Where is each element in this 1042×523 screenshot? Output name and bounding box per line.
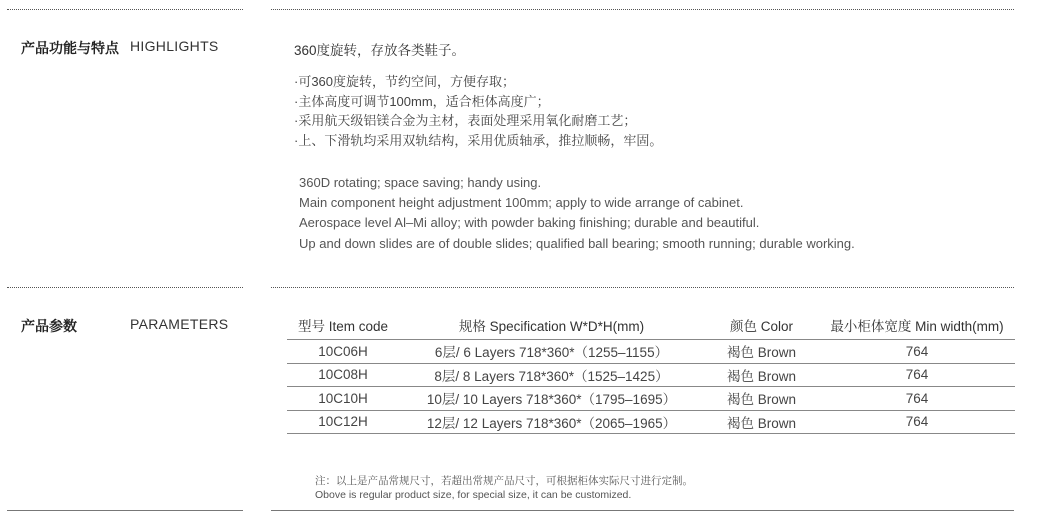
column-header-specification: 规格 Specification W*D*H(mm): [458, 319, 645, 334]
cell-color: 褐色 Brown: [704, 363, 819, 387]
cell-item-code: 10C08H: [287, 363, 399, 387]
cell-item-code: 10C10H: [287, 387, 399, 411]
top-left-divider: [7, 9, 243, 10]
cell-specification: 6层/ 6 Layers 718*360*（1255–1155）: [399, 340, 704, 364]
note-cn: 注：以上是产品常规尺寸，若超出常规产品尺寸，可根据柜体实际尺寸进行定制。: [315, 475, 693, 487]
bullet-item: ·采用航天级铝镁合金为主材，表面处理采用氧化耐磨工艺；: [294, 113, 637, 128]
cell-item-code: 10C12H: [287, 410, 399, 434]
cell-min-width: 764: [819, 340, 1015, 364]
cell-specification: 8层/ 8 Layers 718*360*（1525–1425）: [399, 363, 704, 387]
column-header-color: 颜色 Color: [729, 319, 793, 334]
table-row: [287, 363, 1015, 387]
table-row: [287, 387, 1015, 411]
highlights-label-en: HIGHLIGHTS: [130, 38, 219, 54]
middle-right-divider: [271, 287, 1014, 288]
table-header-row: [287, 311, 1015, 340]
cell-min-width: 764: [819, 410, 1015, 434]
top-right-divider: [271, 9, 1014, 10]
highlights-headline: 360度旋转，存放各类鞋子。: [294, 43, 466, 58]
parameters-label-cn: 产品参数: [21, 318, 77, 334]
bullet-item: ·可360度旋转，节约空间，方便存取；: [294, 74, 516, 89]
cell-min-width: 764: [819, 387, 1015, 411]
cell-color: 褐色 Brown: [704, 410, 819, 434]
column-header-item-code: 型号 Item code: [297, 319, 389, 334]
highlights-bullets-cn: [294, 72, 662, 150]
note-en: Obove is regular product size, for special size, it can be customized.: [315, 489, 632, 501]
size-note: [315, 474, 693, 502]
highlights-lines-en: [299, 173, 855, 254]
cell-item-code: 10C06H: [287, 340, 399, 364]
english-line: 360D rotating; space saving; handy using.: [299, 175, 542, 190]
bullet-item: ·上、下滑轨均采用双轨结构，采用优质轴承，推拉顺畅，牢固。: [294, 132, 663, 148]
bottom-left-divider: [7, 510, 243, 511]
bullet-item: ·主体高度可调节100mm，适合柜体高度广；: [294, 93, 550, 109]
english-line: Up and down slides are of double slides; qualified ball bearing; smooth running; durable working.: [299, 235, 855, 251]
highlights-label-cn: 产品功能与特点: [21, 40, 119, 56]
parameters-table: [287, 311, 1015, 434]
table-row: [287, 340, 1015, 364]
middle-left-divider: [7, 287, 243, 288]
cell-color: 褐色 Brown: [704, 340, 819, 364]
table-row: [287, 410, 1015, 434]
english-line: Main component height adjustment 100mm; apply to wide arrange of cabinet.: [299, 195, 744, 211]
column-header-min-width: 最小柜体宽度 Min width(mm): [830, 319, 1004, 334]
cell-color: 褐色 Brown: [704, 387, 819, 411]
english-line: Aerospace level Al–Mi alloy; with powder baking finishing; durable and beautiful.: [299, 215, 760, 231]
cell-min-width: 764: [819, 363, 1015, 387]
bottom-right-divider: [271, 510, 1014, 511]
cell-specification: 12层/ 12 Layers 718*360*（2065–1965）: [399, 410, 704, 434]
cell-specification: 10层/ 10 Layers 718*360*（1795–1695）: [399, 387, 704, 411]
parameters-label-en: PARAMETERS: [130, 316, 229, 332]
